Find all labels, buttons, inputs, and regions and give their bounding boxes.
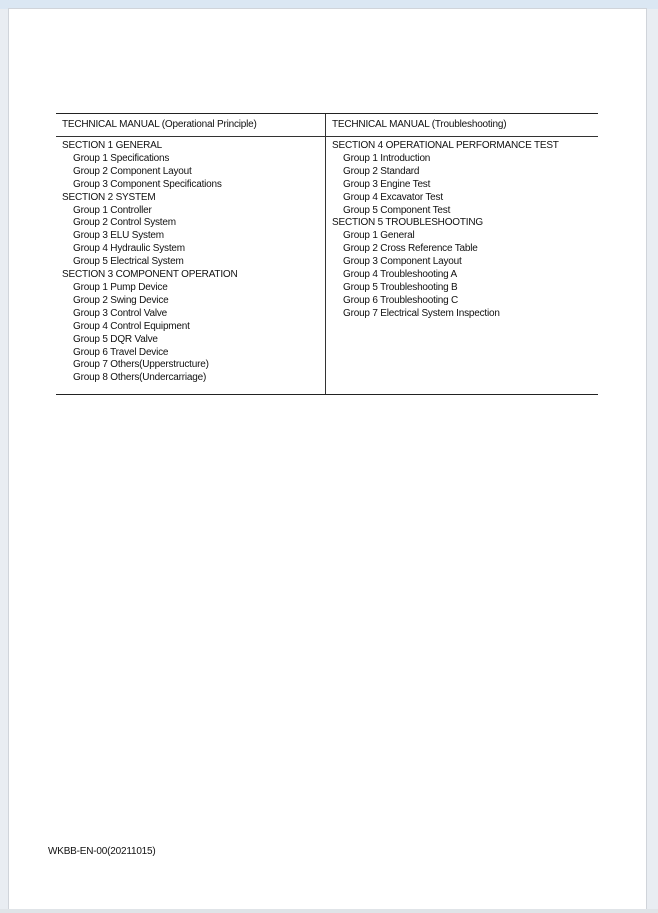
toc-group-entry: Group 3 Component Layout xyxy=(343,256,462,268)
toc-section-entry: SECTION 2 SYSTEM xyxy=(62,191,156,203)
toc-group-entry: Group 2 Cross Reference Table xyxy=(343,243,478,255)
toc-group-entry: Group 3 Engine Test xyxy=(343,178,431,190)
viewer-top-bar xyxy=(0,0,658,9)
toc-group-entry: Group 1 Pump Device xyxy=(73,281,168,293)
toc-group-entry: Group 7 Others(Upperstructure) xyxy=(73,359,209,371)
toc-group-entry: Group 1 Introduction xyxy=(343,152,431,164)
toc-group-entry: Group 2 Swing Device xyxy=(73,294,169,306)
toc-section-entry: SECTION 4 OPERATIONAL PERFORMANCE TEST xyxy=(332,140,559,151)
toc-group-entry: Group 6 Troubleshooting C xyxy=(343,294,459,306)
toc-group-entry: Group 6 Travel Device xyxy=(73,346,169,358)
toc-group-entry: Group 8 Others(Undercarriage) xyxy=(73,372,207,384)
toc-group-entry: Group 4 Control Equipment xyxy=(73,320,190,332)
toc-group-entry: Group 5 Component Test xyxy=(343,204,451,216)
toc-section-entry: SECTION 1 GENERAL xyxy=(62,140,162,151)
toc-group-entry: Group 3 ELU System xyxy=(73,230,164,242)
toc-group-entry: Group 5 Troubleshooting B xyxy=(343,281,458,293)
viewer-bottom-bar xyxy=(0,909,658,913)
toc-group-entry: Group 2 Standard xyxy=(343,165,420,177)
toc-column-operational-principle xyxy=(56,114,326,394)
toc-group-entry: Group 1 Specifications xyxy=(73,152,170,164)
document-code: WKBB-EN-00(20211015) xyxy=(48,846,156,857)
toc-group-entry: Group 1 General xyxy=(343,230,415,242)
toc-column-header: TECHNICAL MANUAL (Operational Principle) xyxy=(56,114,325,137)
toc-group-entry: Group 4 Troubleshooting A xyxy=(343,269,457,281)
toc-section-entry: SECTION 3 COMPONENT OPERATION xyxy=(62,269,238,281)
toc-group-entry: Group 3 Component Specifications xyxy=(73,178,222,190)
toc-section-entry: SECTION 5 TROUBLESHOOTING xyxy=(332,217,483,229)
toc-group-entry: Group 2 Component Layout xyxy=(73,165,192,177)
toc-table xyxy=(56,113,598,395)
toc-group-entry: Group 7 Electrical System Inspection xyxy=(343,307,500,319)
toc-group-entry: Group 4 Excavator Test xyxy=(343,191,443,203)
toc-group-entry: Group 3 Control Valve xyxy=(73,307,167,319)
toc-group-entry: Group 5 Electrical System xyxy=(73,256,184,268)
toc-group-entry: Group 2 Control System xyxy=(73,217,176,229)
toc-group-entry: Group 4 Hydraulic System xyxy=(73,243,185,255)
toc-column-body xyxy=(56,137,325,394)
toc-column-header: TECHNICAL MANUAL (Troubleshooting) xyxy=(326,114,598,137)
document-page xyxy=(9,9,646,909)
toc-column-body xyxy=(326,137,598,394)
toc-column-troubleshooting xyxy=(326,114,598,394)
toc-group-entry: Group 5 DQR Valve xyxy=(73,333,158,345)
toc-group-entry: Group 1 Controller xyxy=(73,204,152,216)
